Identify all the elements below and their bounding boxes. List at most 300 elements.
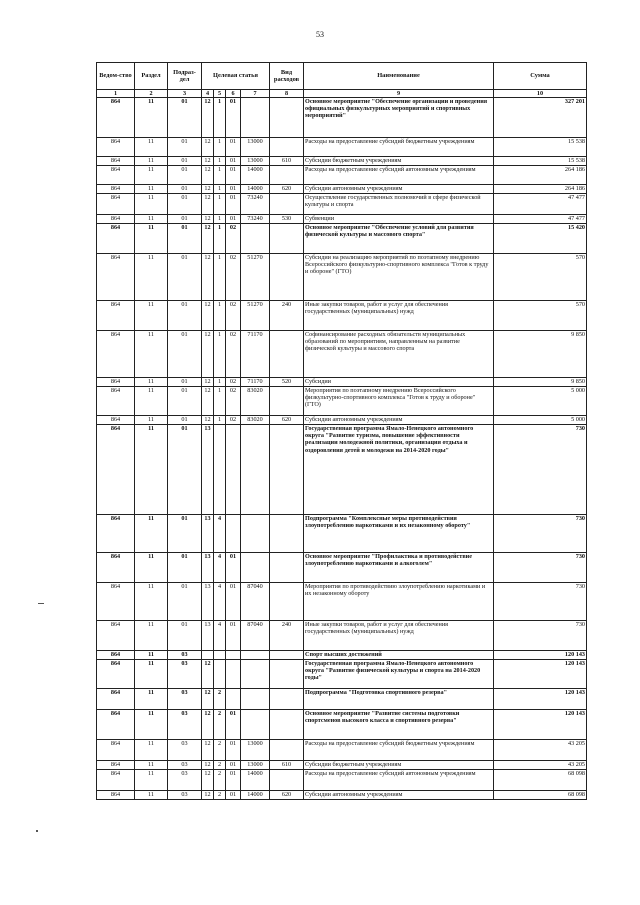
row-code-cell: 11 bbox=[135, 157, 168, 166]
table-row bbox=[97, 185, 587, 194]
table-row bbox=[97, 301, 587, 331]
row-code-cell bbox=[270, 224, 304, 254]
row-code-cell: 51270 bbox=[241, 301, 270, 331]
col-number: 4 bbox=[202, 90, 214, 98]
row-name-cell: Расходы на предоставление субсидий бюджетным учреждениям bbox=[304, 138, 494, 157]
row-code-cell: 864 bbox=[97, 416, 135, 425]
row-sum-cell: 730 bbox=[494, 553, 587, 583]
row-code-cell: 83020 bbox=[241, 387, 270, 416]
row-code-cell: 01 bbox=[168, 621, 202, 651]
row-code-cell: 01 bbox=[168, 378, 202, 387]
row-code-cell bbox=[226, 689, 241, 710]
row-code-cell: 12 bbox=[202, 254, 214, 301]
row-name-cell: Субсидии автономным учреждениям bbox=[304, 185, 494, 194]
row-code-cell: 12 bbox=[202, 138, 214, 157]
row-code-cell: 11 bbox=[135, 166, 168, 185]
row-code-cell: 13000 bbox=[241, 138, 270, 157]
row-code-cell bbox=[270, 425, 304, 515]
row-code-cell: 11 bbox=[135, 740, 168, 761]
row-sum-cell: 730 bbox=[494, 515, 587, 553]
row-code-cell: 11 bbox=[135, 387, 168, 416]
row-code-cell: 87040 bbox=[241, 583, 270, 621]
row-code-cell bbox=[270, 651, 304, 660]
row-code-cell: 11 bbox=[135, 689, 168, 710]
row-name-cell: Подпрограмма "Подготовка спортивного резерва" bbox=[304, 689, 494, 710]
row-code-cell: 73240 bbox=[241, 194, 270, 215]
row-code-cell: 11 bbox=[135, 425, 168, 515]
row-code-cell: 13 bbox=[202, 425, 214, 515]
row-code-cell: 01 bbox=[168, 301, 202, 331]
row-code-cell: 864 bbox=[97, 138, 135, 157]
row-code-cell: 610 bbox=[270, 157, 304, 166]
row-code-cell bbox=[241, 710, 270, 740]
row-code-cell bbox=[241, 98, 270, 138]
row-code-cell: 13 bbox=[202, 553, 214, 583]
row-name-cell: Субсидии на реализацию мероприятий по поэтапному внедрению Всероссийского физкультурно-спортивного комплекса "Готов к труду и обороне" (ГТО) bbox=[304, 254, 494, 301]
row-code-cell bbox=[270, 387, 304, 416]
row-sum-cell: 730 bbox=[494, 583, 587, 621]
row-code-cell: 12 bbox=[202, 791, 214, 800]
row-code-cell bbox=[226, 425, 241, 515]
row-code-cell: 01 bbox=[226, 98, 241, 138]
row-code-cell: 01 bbox=[168, 194, 202, 215]
row-code-cell: 01 bbox=[226, 194, 241, 215]
row-code-cell: 12 bbox=[202, 194, 214, 215]
row-code-cell: 03 bbox=[168, 791, 202, 800]
row-code-cell bbox=[270, 166, 304, 185]
row-name-cell: Субсидии автономным учреждениям bbox=[304, 416, 494, 425]
row-code-cell: 1 bbox=[214, 254, 226, 301]
row-code-cell: 520 bbox=[270, 378, 304, 387]
row-code-cell bbox=[241, 515, 270, 553]
row-name-cell: Субсидии автономным учреждениям bbox=[304, 791, 494, 800]
row-code-cell: 03 bbox=[168, 710, 202, 740]
row-code-cell: 01 bbox=[168, 157, 202, 166]
row-code-cell bbox=[226, 651, 241, 660]
row-sum-cell: 120 143 bbox=[494, 651, 587, 660]
row-code-cell: 11 bbox=[135, 553, 168, 583]
row-code-cell: 240 bbox=[270, 621, 304, 651]
row-code-cell: 12 bbox=[202, 378, 214, 387]
row-code-cell: 01 bbox=[168, 138, 202, 157]
table-row bbox=[97, 791, 587, 800]
row-code-cell: 01 bbox=[168, 583, 202, 621]
row-code-cell bbox=[214, 660, 226, 689]
table-row bbox=[97, 621, 587, 651]
row-code-cell bbox=[241, 651, 270, 660]
row-code-cell: 1 bbox=[214, 224, 226, 254]
row-code-cell bbox=[226, 660, 241, 689]
col-number: 3 bbox=[168, 90, 202, 98]
row-code-cell: 11 bbox=[135, 254, 168, 301]
row-code-cell: 11 bbox=[135, 224, 168, 254]
row-code-cell: 620 bbox=[270, 185, 304, 194]
table-row bbox=[97, 553, 587, 583]
table-row bbox=[97, 166, 587, 185]
row-sum-cell: 47 477 bbox=[494, 215, 587, 224]
row-sum-cell: 68 098 bbox=[494, 770, 587, 791]
row-code-cell bbox=[270, 660, 304, 689]
row-code-cell: 864 bbox=[97, 301, 135, 331]
table-row bbox=[97, 157, 587, 166]
row-code-cell: 03 bbox=[168, 651, 202, 660]
row-code-cell bbox=[241, 660, 270, 689]
row-code-cell: 864 bbox=[97, 761, 135, 770]
row-sum-cell: 730 bbox=[494, 621, 587, 651]
row-code-cell bbox=[270, 194, 304, 215]
row-code-cell: 864 bbox=[97, 387, 135, 416]
header-sum: Сумма bbox=[494, 63, 587, 90]
row-code-cell: 12 bbox=[202, 387, 214, 416]
row-code-cell: 73240 bbox=[241, 215, 270, 224]
row-name-cell: Основное мероприятие "Обеспечение организации и проведения официальных физкультурных мероприятий и спортивных мероприятий" bbox=[304, 98, 494, 138]
row-code-cell: 864 bbox=[97, 770, 135, 791]
header-row bbox=[97, 63, 587, 90]
row-code-cell: 01 bbox=[168, 254, 202, 301]
table-row bbox=[97, 761, 587, 770]
row-code-cell: 01 bbox=[168, 215, 202, 224]
row-code-cell: 01 bbox=[226, 553, 241, 583]
header-target-article: Целевая статья bbox=[202, 63, 270, 90]
row-code-cell bbox=[270, 138, 304, 157]
table-row bbox=[97, 254, 587, 301]
row-code-cell: 864 bbox=[97, 689, 135, 710]
col-number: 5 bbox=[214, 90, 226, 98]
row-code-cell: 12 bbox=[202, 689, 214, 710]
row-sum-cell: 570 bbox=[494, 301, 587, 331]
row-sum-cell: 47 477 bbox=[494, 194, 587, 215]
table-row bbox=[97, 387, 587, 416]
row-code-cell: 13 bbox=[202, 515, 214, 553]
scan-mark bbox=[38, 603, 44, 604]
table-row bbox=[97, 378, 587, 387]
row-code-cell: 864 bbox=[97, 98, 135, 138]
row-code-cell: 01 bbox=[168, 331, 202, 378]
row-code-cell: 03 bbox=[168, 740, 202, 761]
row-code-cell: 01 bbox=[168, 387, 202, 416]
row-code-cell: 12 bbox=[202, 740, 214, 761]
row-code-cell: 12 bbox=[202, 166, 214, 185]
row-code-cell: 01 bbox=[226, 710, 241, 740]
row-sum-cell: 9 850 bbox=[494, 331, 587, 378]
row-code-cell: 87040 bbox=[241, 621, 270, 651]
row-name-cell: Субсидии bbox=[304, 378, 494, 387]
row-code-cell bbox=[270, 254, 304, 301]
row-code-cell: 03 bbox=[168, 660, 202, 689]
row-code-cell: 1 bbox=[214, 157, 226, 166]
row-code-cell: 02 bbox=[226, 387, 241, 416]
row-code-cell: 12 bbox=[202, 185, 214, 194]
row-code-cell: 620 bbox=[270, 416, 304, 425]
row-code-cell: 1 bbox=[214, 215, 226, 224]
table-row bbox=[97, 660, 587, 689]
row-code-cell: 03 bbox=[168, 689, 202, 710]
row-sum-cell: 15 538 bbox=[494, 138, 587, 157]
row-code-cell: 12 bbox=[202, 331, 214, 378]
row-code-cell: 530 bbox=[270, 215, 304, 224]
row-code-cell: 14000 bbox=[241, 185, 270, 194]
row-code-cell: 11 bbox=[135, 138, 168, 157]
header-dept: Ведом-ство bbox=[97, 63, 135, 90]
row-sum-cell: 570 bbox=[494, 254, 587, 301]
row-code-cell: 01 bbox=[226, 583, 241, 621]
row-code-cell: 13000 bbox=[241, 157, 270, 166]
row-code-cell: 864 bbox=[97, 651, 135, 660]
row-code-cell: 51270 bbox=[241, 254, 270, 301]
row-code-cell: 2 bbox=[214, 770, 226, 791]
row-code-cell: 1 bbox=[214, 185, 226, 194]
row-code-cell: 01 bbox=[226, 166, 241, 185]
table-row bbox=[97, 651, 587, 660]
row-code-cell: 01 bbox=[168, 425, 202, 515]
row-code-cell: 13 bbox=[202, 583, 214, 621]
row-code-cell: 12 bbox=[202, 98, 214, 138]
row-code-cell: 2 bbox=[214, 740, 226, 761]
row-code-cell: 11 bbox=[135, 515, 168, 553]
table-row bbox=[97, 583, 587, 621]
row-code-cell: 01 bbox=[168, 166, 202, 185]
table-row bbox=[97, 515, 587, 553]
row-code-cell bbox=[241, 689, 270, 710]
row-name-cell: Основное мероприятие "Развитие системы подготовки спортсменов высокого класса и спортивного резерва" bbox=[304, 710, 494, 740]
table-row bbox=[97, 710, 587, 740]
row-code-cell: 864 bbox=[97, 166, 135, 185]
row-code-cell bbox=[270, 331, 304, 378]
row-name-cell: Расходы на предоставление субсидий бюджетным учреждениям bbox=[304, 740, 494, 761]
row-code-cell: 14000 bbox=[241, 166, 270, 185]
row-name-cell: Осуществление государственных полномочий в сфере физической культуры и спорта bbox=[304, 194, 494, 215]
row-code-cell: 01 bbox=[226, 791, 241, 800]
row-code-cell bbox=[270, 515, 304, 553]
row-code-cell: 4 bbox=[214, 553, 226, 583]
row-code-cell bbox=[270, 770, 304, 791]
row-code-cell: 11 bbox=[135, 185, 168, 194]
row-code-cell: 01 bbox=[226, 761, 241, 770]
row-name-cell: Подпрограмма "Комплексные меры противодействия злоупотреблению наркотиками и их незаконному обороту" bbox=[304, 515, 494, 553]
row-code-cell bbox=[241, 224, 270, 254]
row-code-cell: 11 bbox=[135, 194, 168, 215]
table-row bbox=[97, 138, 587, 157]
row-code-cell: 01 bbox=[168, 98, 202, 138]
row-sum-cell: 15 538 bbox=[494, 157, 587, 166]
table-row bbox=[97, 416, 587, 425]
row-code-cell: 864 bbox=[97, 660, 135, 689]
row-code-cell: 864 bbox=[97, 583, 135, 621]
row-code-cell: 11 bbox=[135, 416, 168, 425]
row-code-cell: 864 bbox=[97, 710, 135, 740]
row-code-cell: 864 bbox=[97, 425, 135, 515]
row-code-cell: 2 bbox=[214, 689, 226, 710]
row-code-cell bbox=[270, 710, 304, 740]
row-code-cell bbox=[214, 651, 226, 660]
table-row bbox=[97, 331, 587, 378]
row-code-cell: 11 bbox=[135, 378, 168, 387]
row-code-cell bbox=[270, 98, 304, 138]
row-name-cell: Основное мероприятие "Профилактика и противодействие злоупотреблению наркотиками и алкоголем" bbox=[304, 553, 494, 583]
row-code-cell: 11 bbox=[135, 651, 168, 660]
row-code-cell: 02 bbox=[226, 301, 241, 331]
row-code-cell: 240 bbox=[270, 301, 304, 331]
row-code-cell: 864 bbox=[97, 194, 135, 215]
scan-mark bbox=[36, 830, 38, 832]
row-code-cell: 1 bbox=[214, 98, 226, 138]
table-row bbox=[97, 689, 587, 710]
row-code-cell: 02 bbox=[226, 331, 241, 378]
row-sum-cell: 5 000 bbox=[494, 416, 587, 425]
row-code-cell: 01 bbox=[226, 157, 241, 166]
row-sum-cell: 730 bbox=[494, 425, 587, 515]
row-code-cell: 02 bbox=[226, 416, 241, 425]
row-code-cell: 01 bbox=[168, 416, 202, 425]
col-number: 2 bbox=[135, 90, 168, 98]
row-code-cell bbox=[214, 425, 226, 515]
row-code-cell: 864 bbox=[97, 740, 135, 761]
header-subsection: Подраз-дел bbox=[168, 63, 202, 90]
row-code-cell: 11 bbox=[135, 301, 168, 331]
col-number: 10 bbox=[494, 90, 587, 98]
row-code-cell: 2 bbox=[214, 710, 226, 740]
row-name-cell: Иные закупки товаров, работ и услуг для обеспечения государственных (муниципальных) нужд bbox=[304, 301, 494, 331]
row-code-cell: 11 bbox=[135, 761, 168, 770]
row-code-cell: 11 bbox=[135, 710, 168, 740]
row-code-cell: 864 bbox=[97, 254, 135, 301]
table-row bbox=[97, 425, 587, 515]
table-row bbox=[97, 740, 587, 761]
row-code-cell: 12 bbox=[202, 416, 214, 425]
row-code-cell: 01 bbox=[168, 224, 202, 254]
row-name-cell: Основное мероприятие "Обеспечение условий для развития физической культуры и массового спорта" bbox=[304, 224, 494, 254]
row-sum-cell: 68 098 bbox=[494, 791, 587, 800]
row-sum-cell: 327 201 bbox=[494, 98, 587, 138]
row-code-cell: 12 bbox=[202, 761, 214, 770]
row-code-cell: 71170 bbox=[241, 378, 270, 387]
row-code-cell: 2 bbox=[214, 761, 226, 770]
row-code-cell: 4 bbox=[214, 583, 226, 621]
row-code-cell: 620 bbox=[270, 791, 304, 800]
row-code-cell: 12 bbox=[202, 710, 214, 740]
row-code-cell: 11 bbox=[135, 215, 168, 224]
row-name-cell: Мероприятия по противодействию злоупотреблению наркотиками и их незаконному обороту bbox=[304, 583, 494, 621]
row-code-cell: 01 bbox=[226, 621, 241, 651]
page-number: 53 bbox=[316, 30, 324, 39]
row-code-cell: 12 bbox=[202, 301, 214, 331]
row-code-cell: 12 bbox=[202, 157, 214, 166]
row-name-cell: Софинансирование расходных обязательств муниципальных образований по мероприятиям, направленным на развитие физической культуры и массового спорта bbox=[304, 331, 494, 378]
budget-table bbox=[96, 62, 587, 800]
row-code-cell: 11 bbox=[135, 770, 168, 791]
row-code-cell: 2 bbox=[214, 791, 226, 800]
row-name-cell: Расходы на предоставление субсидий автономным учреждениям bbox=[304, 770, 494, 791]
row-code-cell: 12 bbox=[202, 215, 214, 224]
row-code-cell: 11 bbox=[135, 791, 168, 800]
row-code-cell: 1 bbox=[214, 194, 226, 215]
table-row bbox=[97, 194, 587, 215]
column-number-row bbox=[97, 90, 587, 98]
col-number: 8 bbox=[270, 90, 304, 98]
col-number: 1 bbox=[97, 90, 135, 98]
row-code-cell: 1 bbox=[214, 331, 226, 378]
row-code-cell: 02 bbox=[226, 378, 241, 387]
row-code-cell: 13 bbox=[202, 621, 214, 651]
row-code-cell: 1 bbox=[214, 138, 226, 157]
row-code-cell: 864 bbox=[97, 553, 135, 583]
row-sum-cell: 264 186 bbox=[494, 166, 587, 185]
row-sum-cell: 120 143 bbox=[494, 710, 587, 740]
row-code-cell: 71170 bbox=[241, 331, 270, 378]
row-sum-cell: 15 420 bbox=[494, 224, 587, 254]
row-name-cell: Спорт высших достижений bbox=[304, 651, 494, 660]
row-code-cell: 1 bbox=[214, 378, 226, 387]
row-code-cell: 1 bbox=[214, 166, 226, 185]
row-code-cell bbox=[241, 553, 270, 583]
row-name-cell: Государственная программа Ямало-Ненецкого автономного округа "Развитие физической культуры и спорта на 2014-2020 годы" bbox=[304, 660, 494, 689]
table-row bbox=[97, 224, 587, 254]
row-code-cell: 864 bbox=[97, 224, 135, 254]
header-name: Наименование bbox=[304, 63, 494, 90]
row-code-cell bbox=[241, 425, 270, 515]
row-code-cell: 864 bbox=[97, 157, 135, 166]
row-code-cell: 01 bbox=[168, 515, 202, 553]
row-code-cell: 1 bbox=[214, 416, 226, 425]
row-name-cell: Субвенции bbox=[304, 215, 494, 224]
row-code-cell: 03 bbox=[168, 761, 202, 770]
row-sum-cell: 43 205 bbox=[494, 761, 587, 770]
row-code-cell: 14000 bbox=[241, 791, 270, 800]
row-code-cell: 1 bbox=[214, 301, 226, 331]
row-code-cell: 12 bbox=[202, 660, 214, 689]
col-number: 7 bbox=[241, 90, 270, 98]
row-sum-cell: 120 143 bbox=[494, 660, 587, 689]
row-name-cell: Субсидии бюджетным учреждениям bbox=[304, 761, 494, 770]
row-code-cell bbox=[270, 689, 304, 710]
row-code-cell bbox=[270, 740, 304, 761]
row-code-cell: 11 bbox=[135, 331, 168, 378]
row-code-cell: 01 bbox=[226, 740, 241, 761]
row-code-cell: 864 bbox=[97, 185, 135, 194]
row-code-cell: 11 bbox=[135, 98, 168, 138]
row-code-cell: 83020 bbox=[241, 416, 270, 425]
row-sum-cell: 9 850 bbox=[494, 378, 587, 387]
row-code-cell: 864 bbox=[97, 791, 135, 800]
row-code-cell: 11 bbox=[135, 583, 168, 621]
row-name-cell: Мероприятия по поэтапному внедрению Всероссийского физкультурно-спортивного комплекса "Готов к труду и обороне" (ГТО) bbox=[304, 387, 494, 416]
row-code-cell: 4 bbox=[214, 515, 226, 553]
row-code-cell bbox=[270, 553, 304, 583]
row-code-cell: 13000 bbox=[241, 740, 270, 761]
row-name-cell: Государственная программа Ямало-Ненецкого автономного округа "Развитие туризма, повышение эффективности реализации молодежной политики, организация отдыха и оздоровления детей и молодежи на 2014-2020 годы" bbox=[304, 425, 494, 515]
row-code-cell: 864 bbox=[97, 215, 135, 224]
row-code-cell bbox=[202, 651, 214, 660]
table-row bbox=[97, 215, 587, 224]
row-sum-cell: 264 186 bbox=[494, 185, 587, 194]
row-code-cell: 13000 bbox=[241, 761, 270, 770]
row-code-cell: 610 bbox=[270, 761, 304, 770]
row-code-cell: 12 bbox=[202, 224, 214, 254]
row-code-cell: 12 bbox=[202, 770, 214, 791]
row-name-cell: Иные закупки товаров, работ и услуг для обеспечения государственных (муниципальных) нужд bbox=[304, 621, 494, 651]
row-code-cell bbox=[226, 515, 241, 553]
row-sum-cell: 120 143 bbox=[494, 689, 587, 710]
row-code-cell: 01 bbox=[226, 138, 241, 157]
row-code-cell: 14000 bbox=[241, 770, 270, 791]
row-code-cell bbox=[270, 583, 304, 621]
row-code-cell: 01 bbox=[168, 185, 202, 194]
row-sum-cell: 5 000 bbox=[494, 387, 587, 416]
row-code-cell: 11 bbox=[135, 621, 168, 651]
row-code-cell: 1 bbox=[214, 387, 226, 416]
row-code-cell: 02 bbox=[226, 224, 241, 254]
row-code-cell: 03 bbox=[168, 770, 202, 791]
